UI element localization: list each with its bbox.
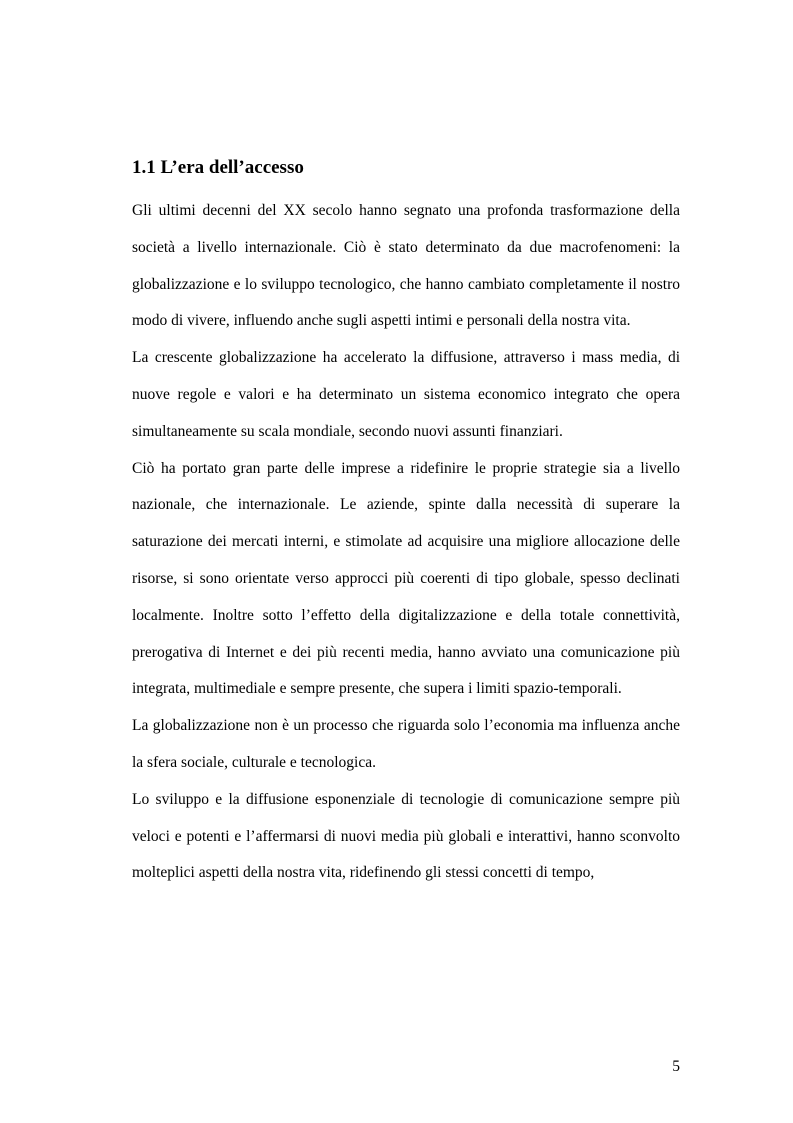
paragraph-4: La globalizzazione non è un processo che riguarda solo l’economia ma influenza anche la sfera sociale, culturale e tecnologica.	[132, 717, 680, 771]
section-title: 1.1 L’era dell’accesso	[132, 157, 304, 178]
page-number: 5	[672, 1058, 680, 1075]
paragraph-5: Lo sviluppo e la diffusione esponenziale di tecnologie di comunicazione sempre più veloci e potenti e l’affermarsi di nuovi media più globali e interattivi, hanno sconvolto molteplici aspetti della nostra vita, ridefinendo gli stessi concetti di tempo,	[132, 790, 680, 882]
paragraph-3: Ciò ha portato gran parte delle imprese a ridefinire le proprie strategie sia a livello nazionale, che internazionale. Le aziende, spinte dalla necessità di superare la saturazione dei mercati interni, e stimolate ad acquisire una migliore allocazione delle risorse, si sono orientate verso approcci più coerenti di tipo globale, spesso declinati localmente. Inoltre sotto l’effetto della digitalizzazione e della totale connettività, prerogativa di Internet e dei più recenti media, hanno avviato una comunicazione più integrata, multimediale e sempre presente, che supera i limiti spazio-temporali.	[132, 459, 680, 698]
body-text	[132, 193, 680, 892]
paragraph-2: La crescente globalizzazione ha accelerato la diffusione, attraverso i mass media, di nuove regole e valori e ha determinato un sistema economico integrato che opera simultaneamente su scala mondiale, secondo nuovi assunti finanziari.	[132, 349, 680, 440]
paragraph-1: Gli ultimi decenni del XX secolo hanno segnato una profonda trasformazione della società a livello internazionale. Ciò è stato determinato da due macrofenomeni: la globalizzazione e lo sviluppo tecnologico, che hanno cambiato completamente il nostro modo di vivere, influendo anche sugli aspetti intimi e personali della nostra vita.	[132, 202, 680, 330]
